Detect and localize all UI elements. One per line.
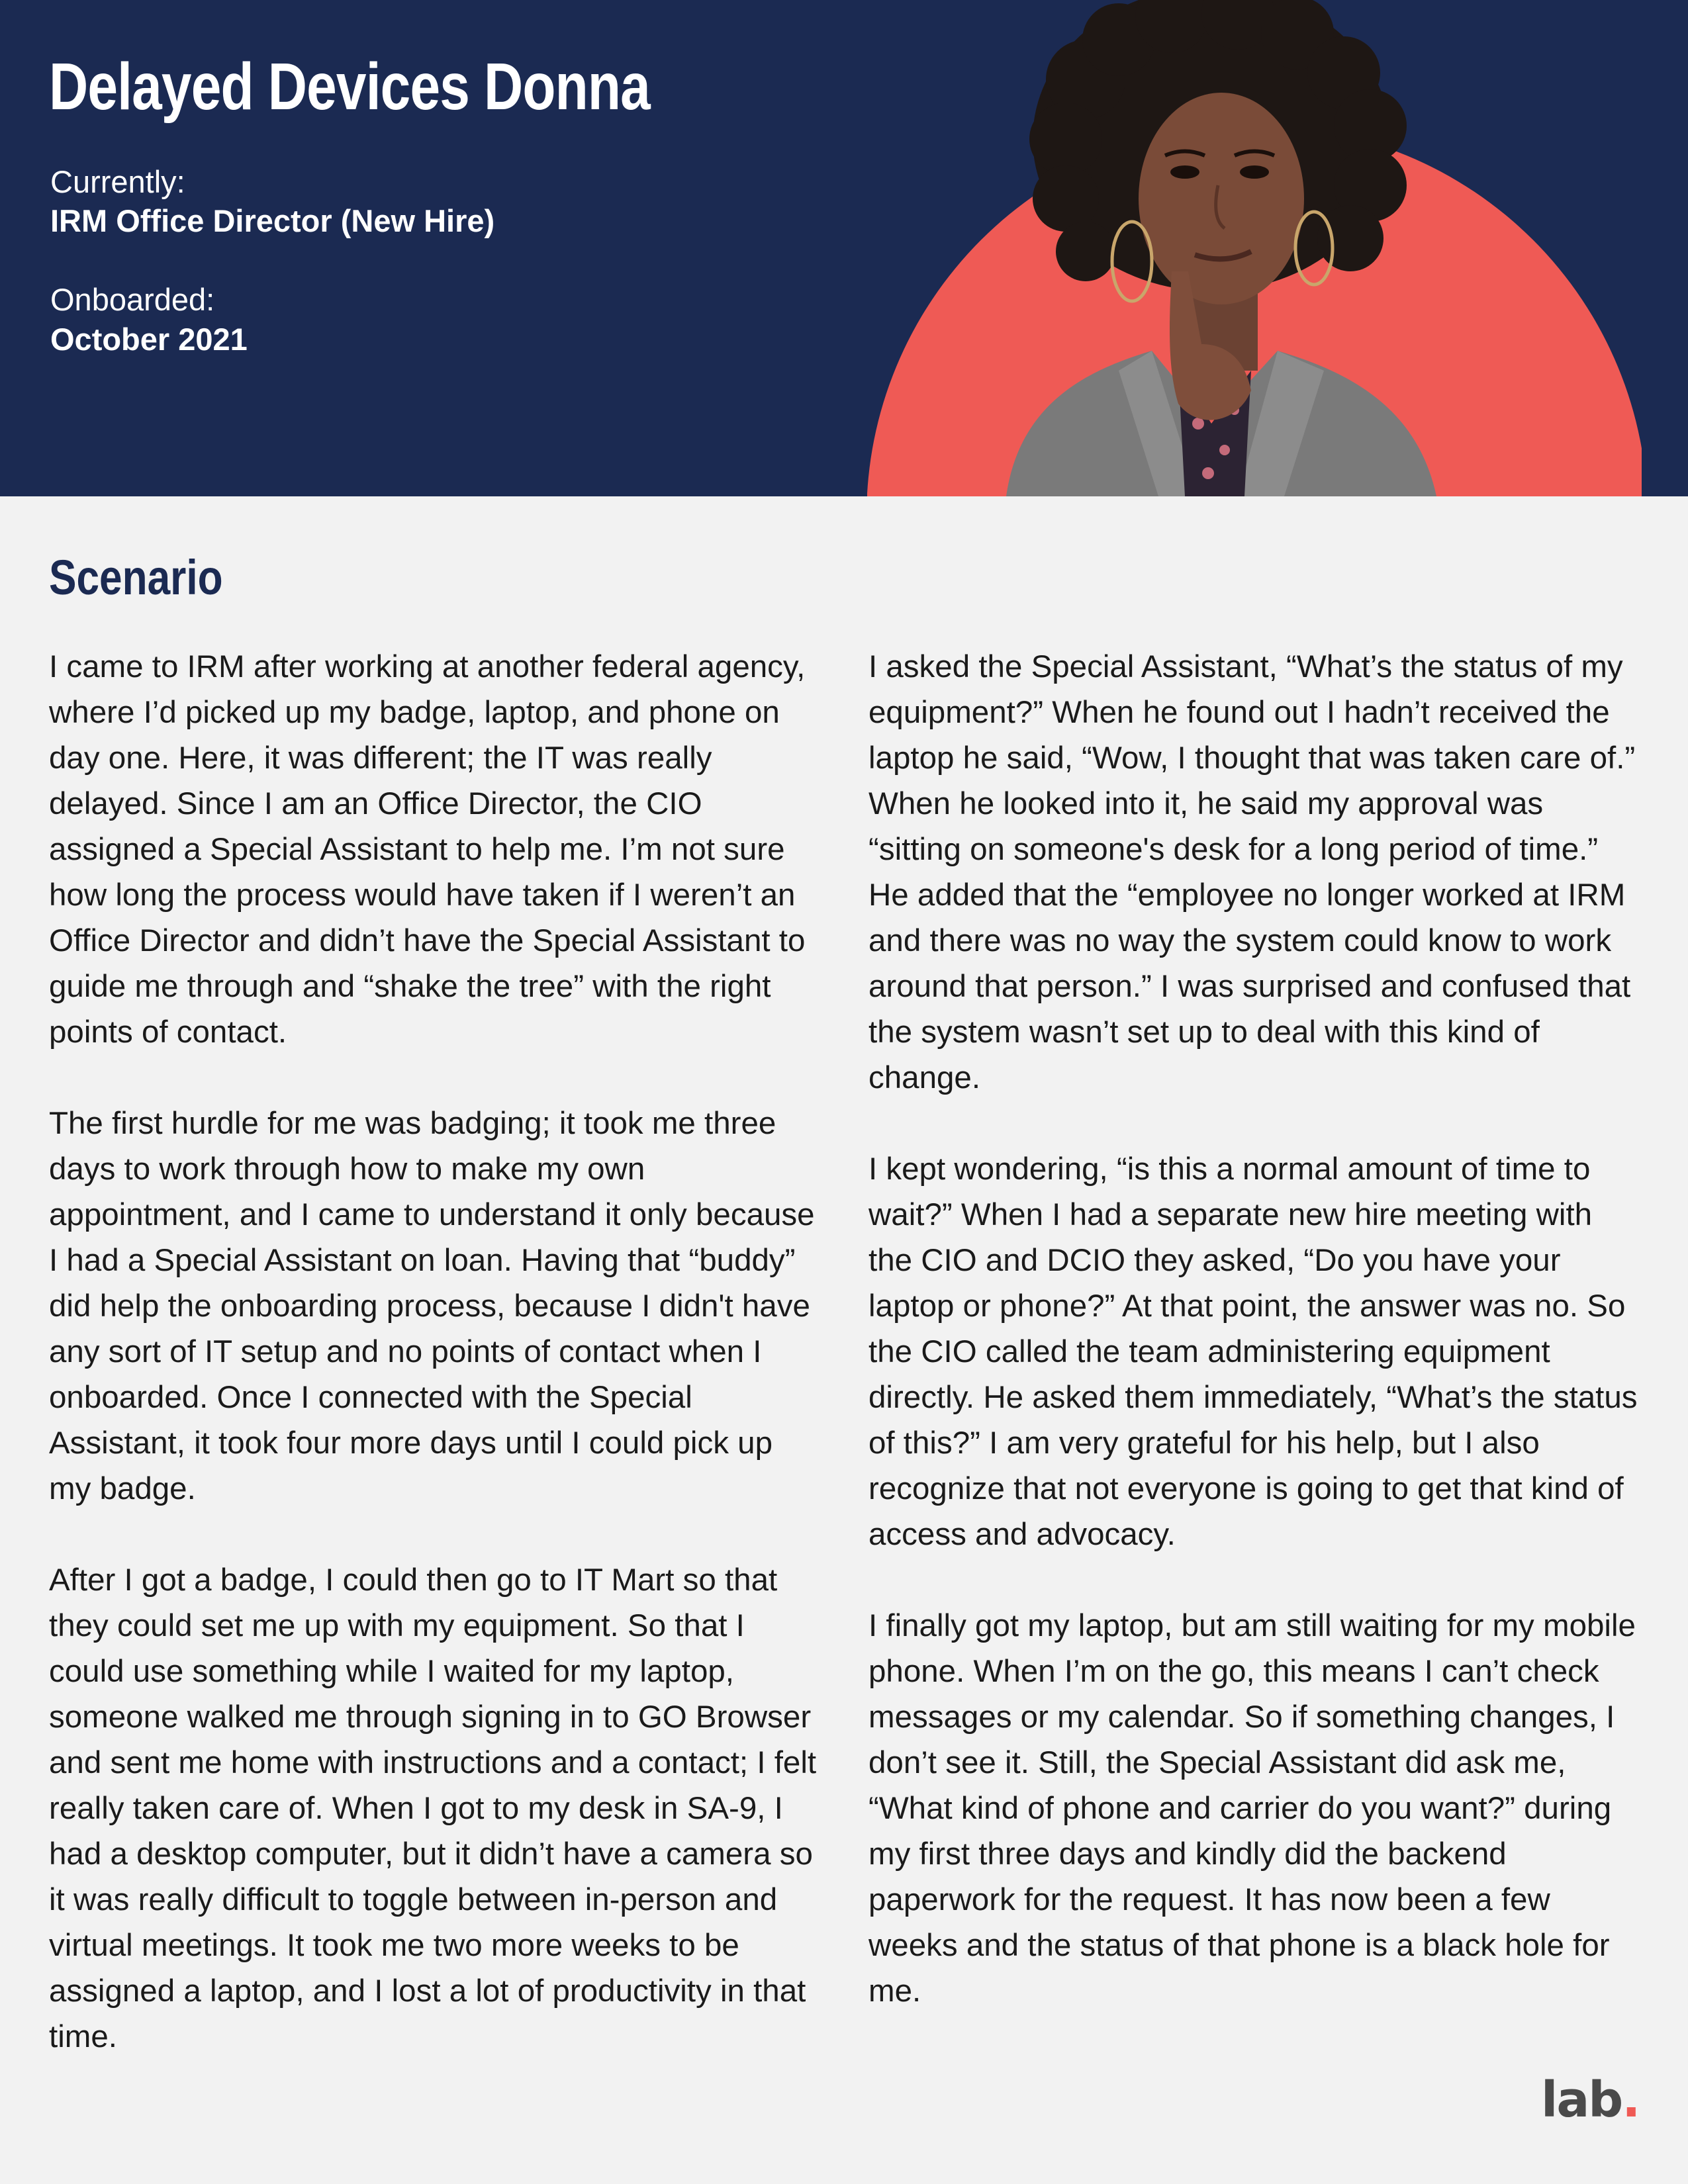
paragraph: I finally got my laptop, but am still waiting for my mobile phone. When I’m on the go, this means I can’t check messages or my calendar. So if something changes, I don’t see it. Still, the Special Assistant did ask me, “What kind of phone and carrier do you want?” during my first three days and kindly did the backend paperwork for the request. It has now been a few weeks and the status of that phone is a black hole for me.	[868, 1608, 1636, 2009]
paragraph: I kept wondering, “is this a normal amount of time to wait?” When I had a separate new hire meeting with the CIO and DCIO they asked, “Do you have your laptop or phone?” At that point, the answer was no. So the CIO called the team administering equipment directly. He asked them immediately, “What’s the status of this?” I am very grateful for his help, but I also recognize that not everyone is going to get that kind of access and advocacy.	[868, 1152, 1638, 1552]
paragraph: I asked the Special Assistant, “What’s the status of my equipment?” When he found out I hadn’t received the laptop he said, “Wow, I thought that was taken care of.” When he looked into it, he said my approval was “sitting on someone's desk for a long period of time.” He added that the “employee no longer worked at IRM and there was no way the system could know to work around that person.” I was surprised and confused that the system wasn’t set up to deal with this kind of change.	[868, 649, 1636, 1095]
paragraph: I came to IRM after working at another federal agency, where I’d picked up my badge, laptop, and phone on day one. Here, it was different; the IT was really delayed. Since I am an Office Director, the CIO assigned a Special Assistant to help me. I’m not sure how long the process would have taken if I weren’t an Office Director and didn’t have the Special Assistant to guide me through and “shake the tree” with the right points of contact.	[49, 649, 806, 1050]
persona-title: Delayed Devices Donna	[49, 50, 650, 124]
scenario-right-column	[868, 644, 1643, 2060]
currently-label: Currently:	[50, 164, 185, 199]
paragraph: The first hurdle for me was badging; it took me three days to work through how to make my own appointment, and I came to understand it only because I had a Special Assistant on loan. Having that “buddy” did help the onboarding process, because I didn't have any sort of IT setup and no points of contact when I onboarded. Once I connected with the Special Assistant, it took four more days until I could pick up my badge.	[49, 1106, 815, 1506]
currently-value: IRM Office Director (New Hire)	[50, 203, 495, 238]
header-banner	[0, 0, 1688, 496]
onboarded-value: October 2021	[50, 322, 248, 357]
person-thinking-photo	[867, 0, 1642, 496]
scenario-heading: Scenario	[49, 550, 223, 605]
logo-text: lab	[1541, 2071, 1622, 2128]
scenario-left-column	[49, 644, 817, 2105]
paragraph: After I got a badge, I could then go to IT Mart so that they could set me up with my equipment. So that I could use something while I waited for my laptop, someone walked me through signing in to GO Browser and sent me home with instructions and a contact; I felt really taken care of. When I got to my desk in SA-9, I had a desktop computer, but it didn’t have a camera so it was really difficult to toggle between in-person and virtual meetings. It took me two more weeks to be assigned a laptop, and I lost a lot of productivity in that time.	[49, 1563, 817, 2054]
lab-logo	[1541, 2071, 1639, 2128]
logo-dot: .	[1622, 2071, 1640, 2128]
onboarded-label: Onboarded:	[50, 282, 215, 317]
